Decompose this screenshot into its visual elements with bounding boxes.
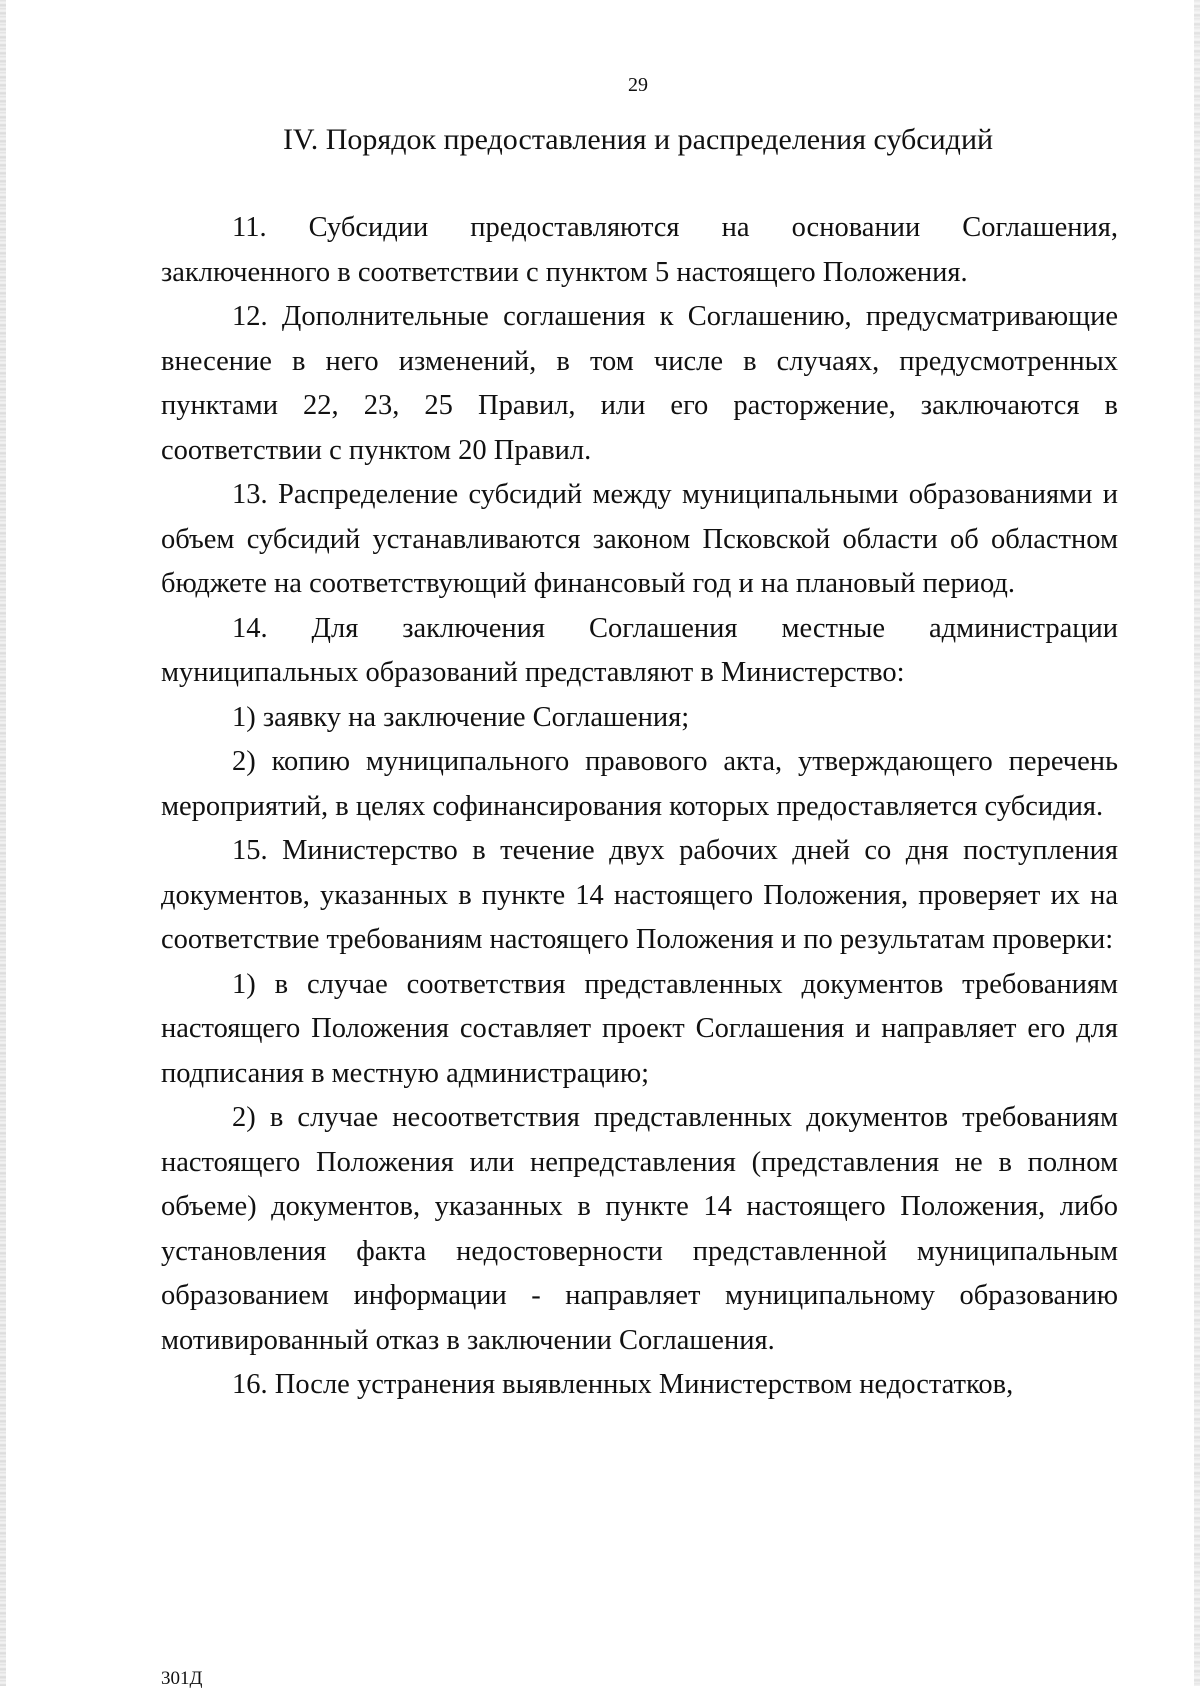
paragraph-13: 13. Распределение субсидий между муниципальными образованиями и объем субсидий устанавливаются законом Псковской области об областном бюджете на соответствующий финансовый год и на плановый период. bbox=[161, 479, 1118, 599]
paragraph-15: 15. Министерство в течение двух рабочих дней со дня поступления документов, указанных в пункте 14 настоящего Положения, проверяет их на соответствие требованиям настоящего Положения и по результатам проверки: bbox=[161, 835, 1118, 955]
document-body bbox=[161, 206, 1118, 1408]
paragraph-12: 12. Дополнительные соглашения к Соглашению, предусматривающие внесение в него изменений, в том числе в случаях, предусмотренных пунктами 22, 23, 25 Правил, или его расторжение, заключаются в соответствии с пунктом 20 Правил. bbox=[161, 301, 1118, 466]
paragraph-15-item-2: 2) в случае несоответствия представленных документов требованиям настоящего Положения или непредставления (представления не в полном объеме) документов, указанных в пункте 14 настоящего Положения, либо установления факта недостоверности представленной муниципальным образованием информации - направляет муниципальному образованию мотивированный отказ в заключении Соглашения. bbox=[161, 1102, 1118, 1356]
paragraph-14: 14. Для заключения Соглашения местные администрации муниципальных образований представляют в Министерство: bbox=[161, 612, 1118, 688]
paragraph-11: 11. Субсидии предоставляются на основании Соглашения, заключенного в соответствии с пунктом 5 настоящего Положения. bbox=[161, 212, 1118, 288]
footer-document-code: 301Д bbox=[161, 1668, 203, 1689]
section-title: IV. Порядок предоставления и распределения субсидий bbox=[282, 123, 994, 156]
scan-edge-right bbox=[1194, 0, 1200, 1686]
page-number: 29 bbox=[628, 74, 648, 96]
scan-edge-left bbox=[0, 0, 6, 1686]
paragraph-16: 16. После устранения выявленных Министерством недостатков, bbox=[232, 1369, 1014, 1400]
paragraph-14-item-2: 2) копию муниципального правового акта, утверждающего перечень мероприятий, в целях софинансирования которых предоставляется субсидия. bbox=[161, 746, 1118, 822]
paragraph-14-item-1: 1) заявку на заключение Соглашения; bbox=[232, 701, 690, 733]
paragraph-15-item-1: 1) в случае соответствия представленных документов требованиям настоящего Положения составляет проект Соглашения и направляет его для подписания в местную администрацию; bbox=[161, 968, 1118, 1089]
